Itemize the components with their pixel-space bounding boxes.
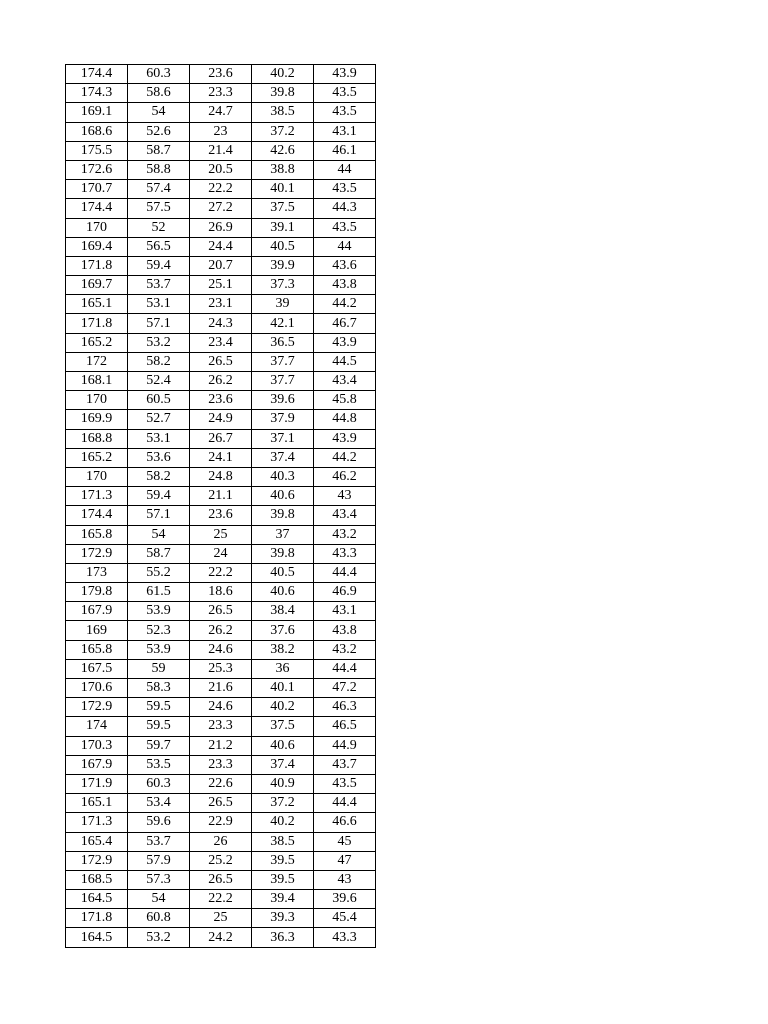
table-cell: 40.2: [252, 65, 314, 84]
table-cell: 46.9: [314, 583, 376, 602]
table-cell: 38.8: [252, 160, 314, 179]
table-cell: 44.5: [314, 352, 376, 371]
table-cell: 43.8: [314, 621, 376, 640]
table-cell: 26.2: [190, 621, 252, 640]
table-cell: 172: [66, 352, 128, 371]
table-cell: 39.3: [252, 909, 314, 928]
table-cell: 167.5: [66, 659, 128, 678]
table-cell: 39.8: [252, 544, 314, 563]
table-cell: 37: [252, 525, 314, 544]
table-cell: 53.4: [128, 794, 190, 813]
table-row: [66, 794, 376, 813]
table-cell: 52: [128, 218, 190, 237]
table-cell: 54: [128, 103, 190, 122]
table-cell: 59.5: [128, 717, 190, 736]
table-cell: 174.4: [66, 506, 128, 525]
table-cell: 44.9: [314, 736, 376, 755]
table-cell: 23.3: [190, 717, 252, 736]
table-cell: 40.2: [252, 698, 314, 717]
table-cell: 39.8: [252, 506, 314, 525]
table-row: [66, 160, 376, 179]
table-cell: 52.4: [128, 372, 190, 391]
table-cell: 175.5: [66, 141, 128, 160]
table-row: [66, 736, 376, 755]
table-cell: 36.5: [252, 333, 314, 352]
table-cell: 164.5: [66, 890, 128, 909]
table-row: [66, 717, 376, 736]
table-cell: 21.2: [190, 736, 252, 755]
table-cell: 24.4: [190, 237, 252, 256]
table-cell: 60.3: [128, 774, 190, 793]
table-cell: 46.5: [314, 717, 376, 736]
table-cell: 40.1: [252, 180, 314, 199]
table-cell: 43.9: [314, 65, 376, 84]
table-row: [66, 870, 376, 889]
table-cell: 44.4: [314, 794, 376, 813]
table-cell: 25.2: [190, 851, 252, 870]
table-cell: 168.8: [66, 429, 128, 448]
table-cell: 44.4: [314, 563, 376, 582]
table-row: [66, 314, 376, 333]
table-cell: 23.3: [190, 755, 252, 774]
table-cell: 47: [314, 851, 376, 870]
table-cell: 36: [252, 659, 314, 678]
table-cell: 58.7: [128, 544, 190, 563]
table-cell: 24.8: [190, 467, 252, 486]
table-cell: 57.3: [128, 870, 190, 889]
table-row: [66, 256, 376, 275]
table-cell: 24.1: [190, 448, 252, 467]
table-cell: 171.3: [66, 813, 128, 832]
table-cell: 57.4: [128, 180, 190, 199]
table-row: [66, 429, 376, 448]
table-row: [66, 237, 376, 256]
table-row: [66, 448, 376, 467]
table-row: [66, 199, 376, 218]
table-cell: 165.2: [66, 448, 128, 467]
table-cell: 43.4: [314, 506, 376, 525]
table-cell: 43.2: [314, 525, 376, 544]
table-cell: 23.3: [190, 84, 252, 103]
table-cell: 43: [314, 487, 376, 506]
table-cell: 60.3: [128, 65, 190, 84]
table-cell: 43.1: [314, 602, 376, 621]
table-cell: 53.1: [128, 429, 190, 448]
table-cell: 20.5: [190, 160, 252, 179]
table-cell: 44.2: [314, 295, 376, 314]
table-cell: 52.7: [128, 410, 190, 429]
table-cell: 53.2: [128, 928, 190, 947]
table-cell: 38.2: [252, 640, 314, 659]
table-cell: 56.5: [128, 237, 190, 256]
table-cell: 46.7: [314, 314, 376, 333]
table-cell: 54: [128, 890, 190, 909]
table-cell: 170: [66, 218, 128, 237]
table-row: [66, 659, 376, 678]
table-cell: 53.2: [128, 333, 190, 352]
table-cell: 172.6: [66, 160, 128, 179]
table-cell: 24.7: [190, 103, 252, 122]
table-row: [66, 333, 376, 352]
table-cell: 26.2: [190, 372, 252, 391]
table-cell: 37.9: [252, 410, 314, 429]
table-cell: 40.5: [252, 563, 314, 582]
table-cell: 171.9: [66, 774, 128, 793]
table-row: [66, 755, 376, 774]
table-cell: 24.9: [190, 410, 252, 429]
table-cell: 57.1: [128, 314, 190, 333]
table-cell: 43.4: [314, 372, 376, 391]
table-cell: 169.7: [66, 276, 128, 295]
table-cell: 43.5: [314, 774, 376, 793]
table-cell: 58.2: [128, 352, 190, 371]
table-cell: 24.3: [190, 314, 252, 333]
table-cell: 172.9: [66, 851, 128, 870]
table-cell: 57.1: [128, 506, 190, 525]
table-cell: 165.8: [66, 640, 128, 659]
table-cell: 40.3: [252, 467, 314, 486]
table-cell: 37.7: [252, 352, 314, 371]
table-cell: 179.8: [66, 583, 128, 602]
table-row: [66, 583, 376, 602]
table-row: [66, 506, 376, 525]
table-cell: 38.5: [252, 832, 314, 851]
table-cell: 39.4: [252, 890, 314, 909]
table-cell: 23.6: [190, 506, 252, 525]
table-cell: 59.7: [128, 736, 190, 755]
table-cell: 169.4: [66, 237, 128, 256]
table-row: [66, 698, 376, 717]
table-cell: 168.1: [66, 372, 128, 391]
table-cell: 26.5: [190, 602, 252, 621]
table-cell: 40.2: [252, 813, 314, 832]
table-cell: 26.5: [190, 352, 252, 371]
table-cell: 40.1: [252, 679, 314, 698]
table-cell: 23.6: [190, 65, 252, 84]
table-cell: 43.5: [314, 180, 376, 199]
table-cell: 37.6: [252, 621, 314, 640]
table-cell: 26.5: [190, 794, 252, 813]
table-cell: 169: [66, 621, 128, 640]
table-cell: 45.8: [314, 391, 376, 410]
table-cell: 53.7: [128, 832, 190, 851]
table-cell: 43.9: [314, 429, 376, 448]
table-cell: 59.5: [128, 698, 190, 717]
table-row: [66, 890, 376, 909]
table-cell: 168.6: [66, 122, 128, 141]
table-cell: 43.3: [314, 928, 376, 947]
table-cell: 42.6: [252, 141, 314, 160]
table-cell: 171.8: [66, 256, 128, 275]
table-cell: 43.5: [314, 218, 376, 237]
table-cell: 169.9: [66, 410, 128, 429]
table-cell: 37.2: [252, 122, 314, 141]
table-cell: 46.3: [314, 698, 376, 717]
table-row: [66, 276, 376, 295]
table-row: [66, 352, 376, 371]
table-row: [66, 141, 376, 160]
table-cell: 37.5: [252, 199, 314, 218]
table-cell: 172.9: [66, 544, 128, 563]
table-cell: 24.2: [190, 928, 252, 947]
table-cell: 60.5: [128, 391, 190, 410]
table-cell: 37.3: [252, 276, 314, 295]
table-row: [66, 372, 376, 391]
table-cell: 170: [66, 467, 128, 486]
table-cell: 43.1: [314, 122, 376, 141]
table-cell: 46.2: [314, 467, 376, 486]
table-cell: 173: [66, 563, 128, 582]
table-cell: 20.7: [190, 256, 252, 275]
table-cell: 43.5: [314, 103, 376, 122]
table-cell: 42.1: [252, 314, 314, 333]
table-cell: 59.4: [128, 487, 190, 506]
table-cell: 165.4: [66, 832, 128, 851]
table-cell: 174.4: [66, 65, 128, 84]
table-cell: 24.6: [190, 640, 252, 659]
table-cell: 25.3: [190, 659, 252, 678]
table-cell: 25: [190, 909, 252, 928]
table-cell: 21.4: [190, 141, 252, 160]
table-cell: 170.7: [66, 180, 128, 199]
table-row: [66, 679, 376, 698]
table-cell: 53.5: [128, 755, 190, 774]
table-cell: 26: [190, 832, 252, 851]
table-cell: 174: [66, 717, 128, 736]
table-cell: 44.4: [314, 659, 376, 678]
table-row: [66, 467, 376, 486]
table-cell: 23.4: [190, 333, 252, 352]
table-row: [66, 640, 376, 659]
table-row: [66, 525, 376, 544]
table-cell: 37.7: [252, 372, 314, 391]
table-cell: 165.1: [66, 295, 128, 314]
table-cell: 39.8: [252, 84, 314, 103]
table-cell: 54: [128, 525, 190, 544]
table-cell: 45: [314, 832, 376, 851]
table-cell: 44.8: [314, 410, 376, 429]
table-row: [66, 563, 376, 582]
table-cell: 24: [190, 544, 252, 563]
table-cell: 170.3: [66, 736, 128, 755]
table-row: [66, 65, 376, 84]
table-cell: 39.9: [252, 256, 314, 275]
table-cell: 43: [314, 870, 376, 889]
table-cell: 25: [190, 525, 252, 544]
table-cell: 55.2: [128, 563, 190, 582]
table-cell: 39.6: [314, 890, 376, 909]
table-cell: 26.9: [190, 218, 252, 237]
table-cell: 23: [190, 122, 252, 141]
table-cell: 39: [252, 295, 314, 314]
table-cell: 36.3: [252, 928, 314, 947]
table-cell: 169.1: [66, 103, 128, 122]
data-table: [65, 64, 376, 948]
table-cell: 57.9: [128, 851, 190, 870]
table-cell: 58.6: [128, 84, 190, 103]
table-cell: 174.3: [66, 84, 128, 103]
table-cell: 61.5: [128, 583, 190, 602]
table-row: [66, 410, 376, 429]
table-cell: 46.6: [314, 813, 376, 832]
table-cell: 40.6: [252, 487, 314, 506]
table-row: [66, 391, 376, 410]
table-cell: 26.7: [190, 429, 252, 448]
table-row: [66, 180, 376, 199]
table-cell: 43.7: [314, 755, 376, 774]
table-row: [66, 103, 376, 122]
table-cell: 171.3: [66, 487, 128, 506]
table-row: [66, 218, 376, 237]
table-cell: 58.3: [128, 679, 190, 698]
table-cell: 43.2: [314, 640, 376, 659]
table-cell: 53.7: [128, 276, 190, 295]
table-cell: 39.5: [252, 851, 314, 870]
table-cell: 40.6: [252, 736, 314, 755]
table-cell: 47.2: [314, 679, 376, 698]
table-row: [66, 621, 376, 640]
table-row: [66, 602, 376, 621]
table-cell: 165.8: [66, 525, 128, 544]
table-row: [66, 295, 376, 314]
table-cell: 44.2: [314, 448, 376, 467]
table-cell: 44: [314, 160, 376, 179]
table-cell: 43.5: [314, 84, 376, 103]
table-cell: 168.5: [66, 870, 128, 889]
table-cell: 59.6: [128, 813, 190, 832]
table-cell: 37.5: [252, 717, 314, 736]
table-cell: 22.2: [190, 563, 252, 582]
table-cell: 165.2: [66, 333, 128, 352]
table-cell: 167.9: [66, 755, 128, 774]
table-row: [66, 928, 376, 947]
table-cell: 52.3: [128, 621, 190, 640]
table-cell: 52.6: [128, 122, 190, 141]
table-cell: 43.8: [314, 276, 376, 295]
table-cell: 58.7: [128, 141, 190, 160]
table-cell: 43.3: [314, 544, 376, 563]
table-cell: 60.8: [128, 909, 190, 928]
table-cell: 22.2: [190, 180, 252, 199]
table-cell: 170.6: [66, 679, 128, 698]
table-cell: 39.1: [252, 218, 314, 237]
table-cell: 45.4: [314, 909, 376, 928]
table-cell: 43.6: [314, 256, 376, 275]
table-cell: 58.8: [128, 160, 190, 179]
table-cell: 40.9: [252, 774, 314, 793]
table-cell: 23.6: [190, 391, 252, 410]
table-cell: 22.6: [190, 774, 252, 793]
table-row: [66, 544, 376, 563]
table-row: [66, 813, 376, 832]
table-cell: 21.6: [190, 679, 252, 698]
table-cell: 22.2: [190, 890, 252, 909]
table-cell: 37.4: [252, 755, 314, 774]
table-cell: 170: [66, 391, 128, 410]
table-cell: 58.2: [128, 467, 190, 486]
table-cell: 43.9: [314, 333, 376, 352]
table-cell: 57.5: [128, 199, 190, 218]
table-cell: 171.8: [66, 314, 128, 333]
table-cell: 22.9: [190, 813, 252, 832]
table-cell: 37.1: [252, 429, 314, 448]
table-cell: 24.6: [190, 698, 252, 717]
table-cell: 59.4: [128, 256, 190, 275]
table-cell: 38.5: [252, 103, 314, 122]
table-cell: 39.5: [252, 870, 314, 889]
table-row: [66, 909, 376, 928]
table-cell: 39.6: [252, 391, 314, 410]
table-cell: 165.1: [66, 794, 128, 813]
table-row: [66, 774, 376, 793]
table-cell: 27.2: [190, 199, 252, 218]
table-row: [66, 84, 376, 103]
table-cell: 171.8: [66, 909, 128, 928]
table-cell: 25.1: [190, 276, 252, 295]
table-row: [66, 851, 376, 870]
table-row: [66, 487, 376, 506]
table-cell: 53.1: [128, 295, 190, 314]
table-cell: 18.6: [190, 583, 252, 602]
table-row: [66, 832, 376, 851]
data-table-body: [66, 65, 376, 948]
table-cell: 37.2: [252, 794, 314, 813]
table-row: [66, 122, 376, 141]
table-cell: 167.9: [66, 602, 128, 621]
table-cell: 26.5: [190, 870, 252, 889]
table-cell: 46.1: [314, 141, 376, 160]
table-cell: 40.6: [252, 583, 314, 602]
table-cell: 53.9: [128, 640, 190, 659]
table-cell: 174.4: [66, 199, 128, 218]
table-cell: 37.4: [252, 448, 314, 467]
table-cell: 44.3: [314, 199, 376, 218]
table-cell: 164.5: [66, 928, 128, 947]
table-cell: 21.1: [190, 487, 252, 506]
table-cell: 44: [314, 237, 376, 256]
table-cell: 53.9: [128, 602, 190, 621]
table-cell: 40.5: [252, 237, 314, 256]
table-cell: 172.9: [66, 698, 128, 717]
table-cell: 38.4: [252, 602, 314, 621]
table-cell: 53.6: [128, 448, 190, 467]
table-cell: 23.1: [190, 295, 252, 314]
table-cell: 59: [128, 659, 190, 678]
